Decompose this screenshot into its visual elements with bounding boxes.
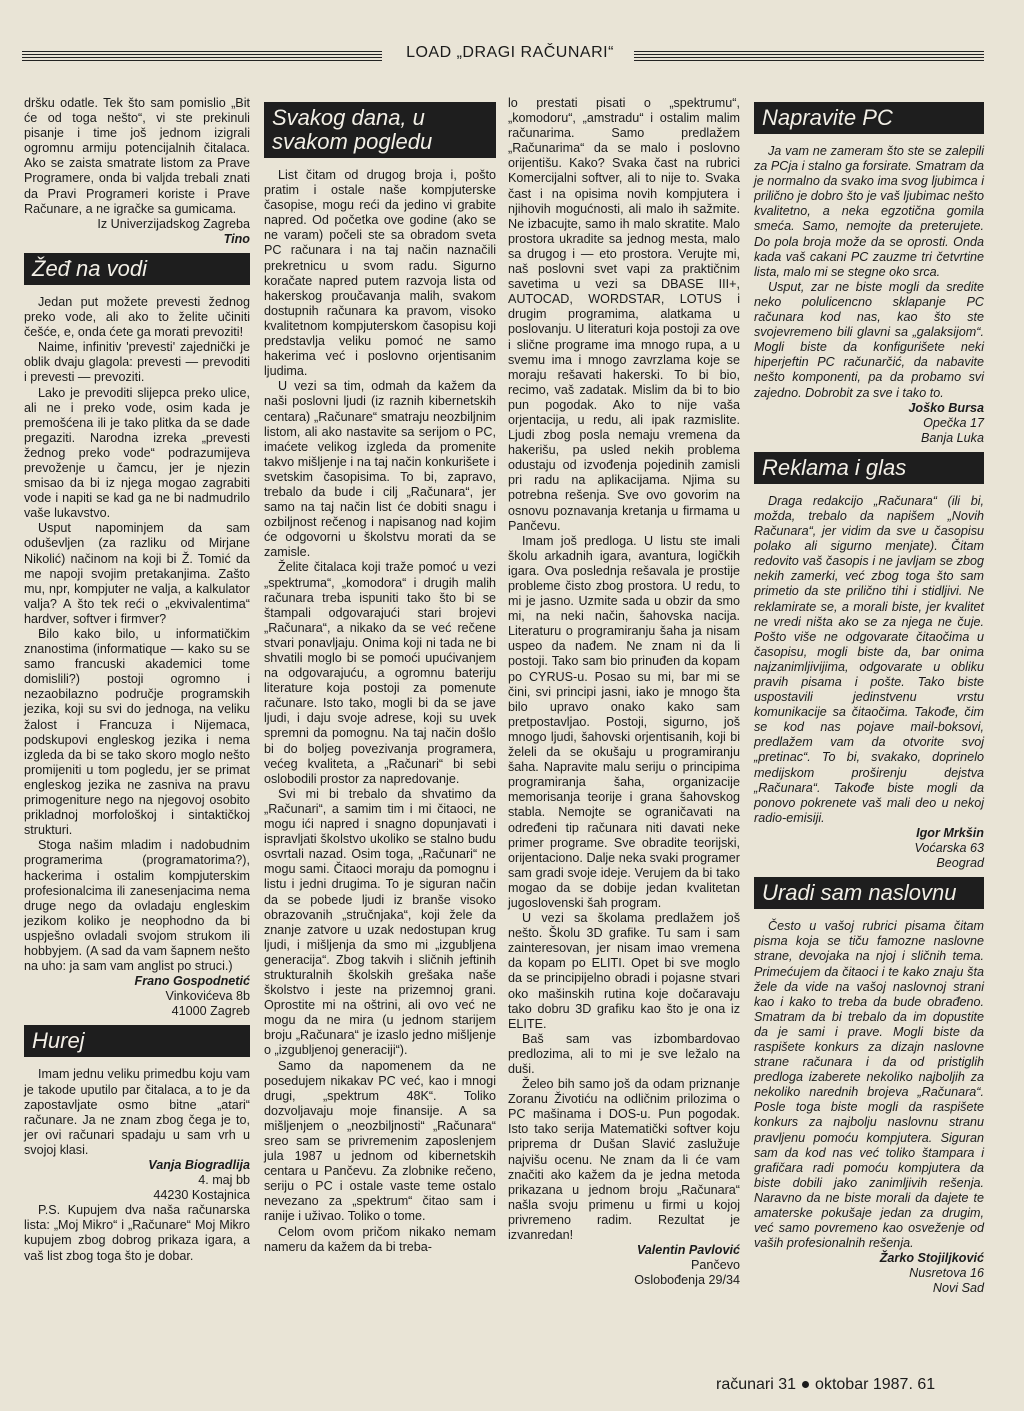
- letter-paragraph: Lako je prevoditi slijepca preko ulice, ali ne i preko vode, osim kada je premošćena ili je tako plitka da se dade pregaziti. Narodna izreka „prevesti žednog preko vode“ podrazumijeva prevoženje u čamcu, jer je njezin smisao da bi iz njega mogao zagrabiti vode i napiti se kad ga ne bi nadmudrilo vaše lukavstvo.: [24, 385, 250, 521]
- bullet-dot: [802, 1381, 809, 1388]
- letter-paragraph: lo prestati pisati o „spektrumu“, „komodoru“, „amstradu“ i ostalim malim računarima. Samo predlažem „Računarima“ da se malo i poslovno orijentišu. Kako? Svaka čast na rubrici Komercijalni softver, ali to nije to. Svaka čast i na opisima novih kompjutera i njihovih mogućnosti, ali malo ih sažmite. Ne izbacujte, samo ih malo skratite. Malo prostora ukradite sa jednog mesta, malo sa drugog i — eto prostora. Verujte mi, naš poslovni svet vapi za praktičnim savetima u vezi sa DBASE III+, AUTOCAD, WORDSTAR, LOTUS i drugim programima, alatkama u poslovanju. U literaturi koja postoji za ove i slične programe ima mnogo rupa, a u svemu ima i mnogo zavrzlama koje se moraju rešavati hakerski. To bi bio, recimo, vaš zadatak. Mislim da bi to bio pun pogodak. Ako to nije vaša orjentacija, u redu, ali ipak razmislite. Ljudi zbog posla nemaju vremena da hakerišu, pa usled nekih problema odustaju od izvođenja pojedinih zamisli pri radu na aplikacijama. Njima su potrebna rešenja. Sve ovo govorim na osnovu poznavanja kretanja u firmama u Pančevu.: [508, 96, 740, 533]
- header-rule-left: [22, 51, 382, 61]
- letter-signature: Tino: [223, 231, 250, 246]
- letter-signature: Joško Bursa: [908, 400, 984, 415]
- letter-paragraph: P.S. Kupujem dva naša računarska lista: „Moj Mikro“ i „Računare“ Moj Mikro kupujem zbog dobrog prikaza igara, a vaš list zbog toga što je dobar.: [24, 1203, 250, 1263]
- letter-address: Oslobođenja 29/34: [634, 1273, 740, 1288]
- letter-signature: Valentin Pavlović: [636, 1243, 740, 1258]
- letter-paragraph: Ja vam ne zameram što ste se zalepili za PCja i stalno ga forsirate. Smatram da je normalno da svako ima svog ljubimca i prilično je dobro što je vaš ljubimac nešto kvalitetno, a neka egzotična gomila smeća. Samo, nemojte da preterujete. Do pola broja može da se oprosti. Onda kada vaš cakani PC zauzme tri četvrtine lista, malo mi se stegne oko srca.: [754, 144, 984, 279]
- section-header: [22, 44, 984, 70]
- letter-paragraph: Samo da napomenem da ne posedujem nikakav PC već, kao i mnogi drugi, „spektrum 48K“. Toliko dozvoljavaju moje finansije. A sa mišljenjem o „neozbiljnosti“ „Računara“ sreo sam se privremenim zaposlenjem jula 1987 u jednom od kibernetskih centara u Pančevu. Za zlobnike rečeno, seriju o PC i ostale vaste teme ostalo nevezano za „spektrum“ čitao sam i ranije i uživao. Toliko o tome.: [264, 1058, 496, 1224]
- letter-paragraph: Draga redakcijo „Računara“ (ili bi, možda, trebalo da napišem „Novih Računara“, jer vidim da sve u časopisu polako ali sigurno menjate). Čitam redovito vaš časopis i ne javljam se zbog nekih zamerki, već zbog toga što sam primetio da ste prilično tihi i stidljivi. Ne reklamirate se, a morali biste, jer kvalitet ne vredi ništa ako se za njega ne čuje. Pošto više ne odgovarate čitaočima u časopisu, mogli biste da, bar onima najzanimljivijima, odgovarate u obliku pravih pisama i pošte. Tako biste uspostavili jedinstvenu vrstu komunikacije sa čitaočima. Takođe, čim se kod nas pojave mail-boksovi, predlažem vam da otvorite svoj „pretinac“. To bi, svakako, doprinelo medijskom proširenju dejstva „Računara“. Takođe biste mogli da ponovo pokrenete vaš mali deo u nekoj radio-emisiji.: [754, 493, 984, 825]
- letter-paragraph: Želeo bih samo još da odam priznanje Zoranu Životiću na odličnim prilozima o PC mašinama i DOS-u. Pun pogodak. Isto tako serija Matematički softver koju priprema dr Dušan Slavić zaslužuje najvišu ocenu. Ne znam da li će vam značiti ako kažem da je jedna metoda prikazana u jednom broju „Računara“ našla svoju primenu u firmi u kojoj privremeno radim. Rezultat je izvanredan!: [508, 1077, 740, 1243]
- letter-paragraph: Celom ovom pričom nikako nemam nameru da kažem da bi treba-: [264, 1224, 496, 1254]
- letter-address: Banja Luka: [920, 430, 984, 445]
- column-2: [264, 96, 496, 1255]
- column-4: [754, 96, 984, 1297]
- letter-paragraph: U vezi sa tim, odmah da kažem da naši poslovni ljudi (iz raznih kibernetskih centara) „Računare“ smatraju neozbiljnim listom, ali ako nastavite sa serijom o PC, imaćete velikog izgleda da promenite takvo mišljenje i na taj način konkurišete i svetskim časopisima. To bi, zapravo, trebalo da bude i cilj „Računara“, jer samo na taj način list će dobiti snagu i ozbiljnost rečenog i napisanog nad kojim će odgovorni u školstvu morati da se zamisle.: [264, 379, 496, 560]
- letter-paragraph: dršku odatle. Tek što sam pomislio „Bit će od toga nešto“, vi ste prekinuli pisanje i time još jednom izigrali ogromnu armiju potencijalnih čitalaca. Ako se zaista smatrate listom za Prave Programere, onda bi valjda trebali znati da Pravi Programeri koriste i Prave Računare, a ne igračke sa gumicama.: [24, 96, 250, 216]
- letter-paragraph: List čitam od drugog broja i, pošto pratim i ostale naše kompjuterske časopise, mogu reći da jedino vi grabite napred. Od početka ove godine (ako se ne varam) počeli ste sa obradom sveta PC računara i na taj način naznačili prekretnicu u svom radu. Sigurno koračate napred putem razvoja lista od hakerskog proučavanja malih, svakom dostupnih računara ka pravom, visoko kvalitetnom kompjuterskom časopisu koji predstavlja veliku pomoć ne samo hakerima već i poslovno orjentisanim ljudima.: [264, 168, 496, 379]
- letter-address: Pančevo: [690, 1258, 740, 1273]
- letter-paragraph: Imam još predloga. U listu ste imali školu arkadnih igara, avantura, logičkih igara. Ova poslednja rešavala je prostije probleme čisto zbog prostora. U redu, to mi je jasno. Uzmite sada u obzir da smo mi, na neki način, šahovska nacija. Literaturu o programiranju šaha ja nisam uspeo da nađem. Ne znam ni da li postoji. Tako sam bio prinuđen da kopam po CYRUS-u. Posao su mi, bar mi se čini, svi principi jasni, iako je mnogo šta bilo upravo onako kako sam pretpostavljao. Postoji, sigurno, još mnogo ljudi, šahovski orjentisanih, koji bi želeli da se okušaju u programiranju šaha. Napravite malu seriju o principima programiranja šaha, organizacije memorisanja teorije i grana šahovskog stabla. Nemojte se ograničavati na određeni tip računara niti davati neke primer programe. Sve obradite teorijski, orijentaciono. Dalje neka svaki programer sam gradi svoje ideje. Verujem da bi tako mogao da se dobije jedan kvalitetan jugoslovenski šah program.: [508, 533, 740, 910]
- letter-address: 41000 Zagreb: [171, 1004, 250, 1019]
- letter-paragraph: Imam jednu veliku primedbu koju vam je takode uputilo par čitalaca, a to je da zapostavljate osmo bitne „atari“ računare. Ja ne znam zbog čega je to, jer ovi računari spadaju u sam vrh u svojoj klasi.: [24, 1067, 250, 1157]
- letter-address: Voćarska 63: [914, 841, 984, 856]
- letter-address: Novi Sad: [932, 1281, 984, 1296]
- letter-paragraph: Želite čitalaca koji traže pomoć u vezi „spektruma“, „komodora“ i drugih malih računara treba ispuniti tako što bi se štampali odgovarajući stari brojevi „Računara“, a nikako da se već rečene stvari ponavljaju. Onima koji ni tada ne bi shvatili moglo bi se pomoći upućivanjem na odgovarajuću, a ogromnu bateriju literature koja postoji za pomenute računare. Isto tako, mogli bi da se jave ljudi, i daju svoje adrese, koji su uvek spremni da pomognu. Na taj način došlo bi do boljeg povezivanja programera, većeg kvaliteta, a „Računari“ bi sebi oslobodili prostor za napredovanje.: [264, 560, 496, 786]
- letter-address: 44230 Kostajnica: [153, 1188, 250, 1203]
- letter-signature: Igor Mrkšin: [916, 825, 984, 840]
- letter-paragraph: Bilo kako bilo, u informatičkim znanostima (informatique — kako su se samo francuski akademici tome domislili?) postoji ogromno i nezaobilazno područje programskih jezika, koji su svi do jednoga, na veliku žalost i Francuza i Nijemaca, podskupovi engleskog jezika i nema izgleda da bi se tako skoro moglo nešto promijeniti u tom pogledu, jer se primat engleskog jezika ne zasniva na pravu primogeniture nego na njegovoj osobito prikladnoj morfološkoj i sintaktičkoj strukturi.: [24, 627, 250, 838]
- letter-heading-bar: Reklama i glas: [754, 452, 984, 484]
- letter-paragraph: U vezi sa školama predlažem još nešto. Školu 3D grafike. Tu sam i sam zainteresovan, jer nisam imao vremena da kopam po ELITI. Opet bi sve moglo da se principijelno obradi i pojasne stvari oko mašinskih rutina koje dočaravaju tako dobru 3D grafiku kao što je ona iz ELITE.: [508, 911, 740, 1031]
- page-footer: [716, 1376, 986, 1394]
- section-title: LOAD „DRAGI RAČUNARI“: [406, 44, 614, 61]
- letter-heading-bar: Napravite PC: [754, 102, 984, 134]
- letter-address: Vinkovićeva 8b: [165, 989, 250, 1004]
- letter-paragraph: Naime, infinitiv 'prevesti' zajednički je oblik dvaju glagola: prevesti — prevoditi i prevesti — prevoziti.: [24, 340, 250, 385]
- letter-address: Beograd: [936, 856, 984, 871]
- column-1: [24, 96, 250, 1264]
- letter-heading-bar: Žeđ na vodi: [24, 253, 250, 285]
- letter-address: Nusretova 16: [909, 1266, 984, 1281]
- letter-heading-bar: Hurej: [24, 1025, 250, 1057]
- letter-paragraph: Stoga našim mladim i nadobudnim programerima (programatorima?), hackerima i ostalim kompjuterskim profesionalcima ili zanesenjacima nema druge nego da ovladaju engleskim jezikom koliko je neophodno da bi uspješno ovladali svojom strukom ili hobbyjem. (A sad da vam šapnem nešto na uho: ja sam vam anglist po struci.): [24, 838, 250, 974]
- letter-address: Opečka 17: [923, 415, 984, 430]
- magazine-issue: računari 31: [716, 1376, 797, 1393]
- letter-signature: Frano Gospodnetić: [134, 974, 250, 989]
- letter-signature: Žarko Stojiljković: [879, 1251, 984, 1266]
- column-3: [508, 96, 740, 1288]
- letter-paragraph: Usput, zar ne biste mogli da sredite neko polulicencno sklapanje PC računara kod nas, kao što ste svojevremeno bili glavni sa „galaksijom“. Mogli biste da konfigurišete neki hiperjeftin PC računarčić, da nabavite nešto komponenti, pa da probamo svi zajedno. Dobrobit za sve i tako to.: [754, 279, 984, 400]
- letter-paragraph: Svi mi bi trebalo da shvatimo da „Računari“, a samim tim i mi čitaoci, ne mogu ići napred i snagno dopunjavati i ispravljati školstvo ukoliko se stalno budu osvrtali nazad. Osim toga, „Računari“ ne mogu sami. Čitaoci moraju da pomognu i listu i jedni drugima. To je siguran način da se pobede ljudi iz branše visoko obrazovanih „stručnjaka“, koji žele da znanje zatvore u uzak nedostupan krug ljudi, i mišljenja da smo mi „izgubljena generacija“. Zbog takvih i sličnih jeftinih strukturalnih školskih grešaka naše školstvo i jeste na prizemnoj grani. Oprostite mi na oštrini, ali ovo već ne mogu da ne mira (u jednom starijem broju „Računara“ je izaslo jedno mišljenje o „izgubljenoj generaciji“).: [264, 786, 496, 1058]
- letter-address: 4. maj bb: [198, 1173, 250, 1188]
- letter-paragraph: Jedan put možete prevesti žednog preko vode, ali ako to želite učiniti češće, e, onda ćete ga morati prevoziti!: [24, 294, 250, 340]
- letter-heading-bar: Uradi sam naslovnu: [754, 877, 984, 909]
- letter-origin: Iz Univerzijadskog Zagreba: [97, 216, 250, 231]
- header-rule-right: [634, 51, 984, 61]
- letter-paragraph: Usput napominjem da sam oduševljen (za razliku od Mirjane Nikolić) načinom na koji bi Ž. Tomić da me napoji svojim pretakanjima. Zašto mu, npr, kompjuter ne valja, a kalkulator valja? A što tek reći o „ekvivalentima“ hardver, softver i firmver?: [24, 521, 250, 626]
- letter-paragraph: Često u vašoj rubrici pisama čitam pisma koja se tiču famozne naslovne strane, devojaka na njoj i sličnih tema. Primećujem da čitaoci i te kako znaju šta žele da vide na vašoj naslovnoj strani kao i kako to treba da bude obrađeno. Smatram da bi trebalo da im dopustite da je sami i prave. Mogli biste da raspišete konkurs za dizajn naslovne strane računara i da od pristiglih predloga izaberete nekoliko najboljih za nekoliko narednih brojeva „Računara“. Posle toga biste mogli da raspišete konkurs za najbolju naslovnu stranu pravljenu pomoću kompjutera. Siguran sam da kod nas već toliko štampara i grafičara radi pomoću kompjutera da biste dobili jako zanimljivih rešenja. Naravno da ne biste morali da dajete te amaterske pokušaje jedan za drugim, već samo povremeno kao osveženje od vaših profesionalnih rešenja.: [754, 919, 984, 1251]
- issue-date-page: oktobar 1987. 61: [815, 1376, 936, 1393]
- letter-signature: Vanja Biogradlija: [148, 1158, 250, 1172]
- letter-paragraph: Baš sam vas izbombardovao predlozima, ali to mi je sve ležalo na duši.: [508, 1031, 740, 1076]
- letter-heading-bar: Svakog dana, u svakom pogledu: [264, 102, 496, 158]
